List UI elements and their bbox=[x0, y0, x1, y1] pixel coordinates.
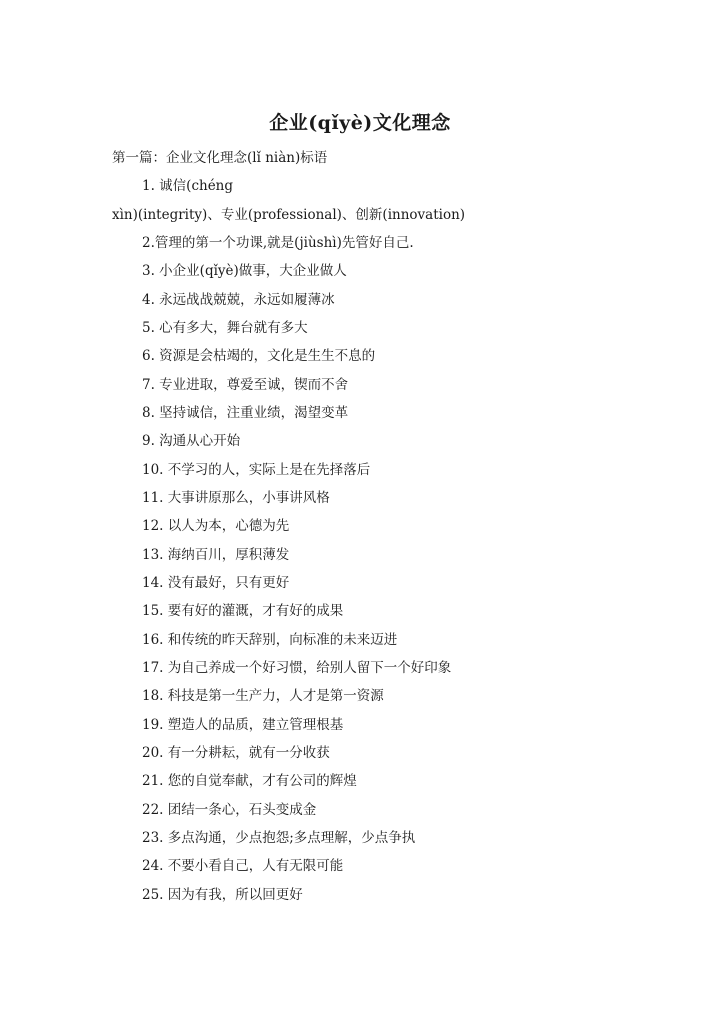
list-item-10: 10. 不学习的人，实际上是在先择落后 bbox=[142, 462, 371, 478]
page-title: 企业(qǐyè)文化理念 bbox=[269, 112, 451, 134]
list-item-2: 2.管理的第一个功课,就是(jiùshì)先管好自己. bbox=[142, 235, 414, 251]
list-item-11: 11. 大事讲原那么，小事讲风格 bbox=[142, 490, 330, 506]
list-item-19: 19. 塑造人的品质，建立管理根基 bbox=[142, 717, 344, 733]
list-item-13: 13. 海纳百川，厚积薄发 bbox=[142, 547, 290, 563]
list-item-1-line1: 1. 诚信(chéng bbox=[142, 178, 234, 194]
list-item-17: 17. 为自己养成一个好习惯，给别人留下一个好印象 bbox=[142, 660, 452, 676]
list-item-23: 23. 多点沟通，少点抱怨;多点理解，少点争执 bbox=[142, 830, 416, 846]
list-item-18: 18. 科技是第一生产力，人才是第一资源 bbox=[142, 688, 384, 704]
list-item-24: 24. 不要小看自己，人有无限可能 bbox=[142, 858, 344, 874]
list-item-21: 21. 您的自觉奉献，才有公司的辉煌 bbox=[142, 773, 357, 789]
list-item-22: 22. 团结一条心，石头变成金 bbox=[142, 802, 317, 818]
list-item-12: 12. 以人为本，心德为先 bbox=[142, 518, 290, 534]
list-item-5: 5. 心有多大，舞台就有多大 bbox=[142, 320, 308, 336]
list-item-9: 9. 沟通从心开始 bbox=[142, 433, 241, 449]
list-item-3: 3. 小企业(qǐyè)做事，大企业做人 bbox=[142, 263, 347, 279]
list-item-14: 14. 没有最好，只有更好 bbox=[142, 575, 290, 591]
section-heading: 第一篇：企业文化理念(lǐ niàn)标语 bbox=[112, 150, 328, 166]
list-item-1-line2: xìn)(integrity)、专业(professional)、创新(innovation) bbox=[112, 207, 466, 223]
list-item-8: 8. 坚持诚信，注重业绩，渴望变革 bbox=[142, 405, 349, 421]
list-item-25: 25. 因为有我，所以回更好 bbox=[142, 887, 303, 903]
list-item-7: 7. 专业进取，尊爱至诚，锲而不舍 bbox=[142, 377, 349, 393]
list-item-6: 6. 资源是会枯竭的，文化是生生不息的 bbox=[142, 348, 376, 364]
list-item-16: 16. 和传统的昨天辞别，向标准的未来迈进 bbox=[142, 632, 398, 648]
list-item-15: 15. 要有好的灌溉，才有好的成果 bbox=[142, 603, 344, 619]
list-item-4: 4. 永远战战兢兢，永远如履薄冰 bbox=[142, 292, 335, 308]
list-item-20: 20. 有一分耕耘，就有一分收获 bbox=[142, 745, 330, 761]
